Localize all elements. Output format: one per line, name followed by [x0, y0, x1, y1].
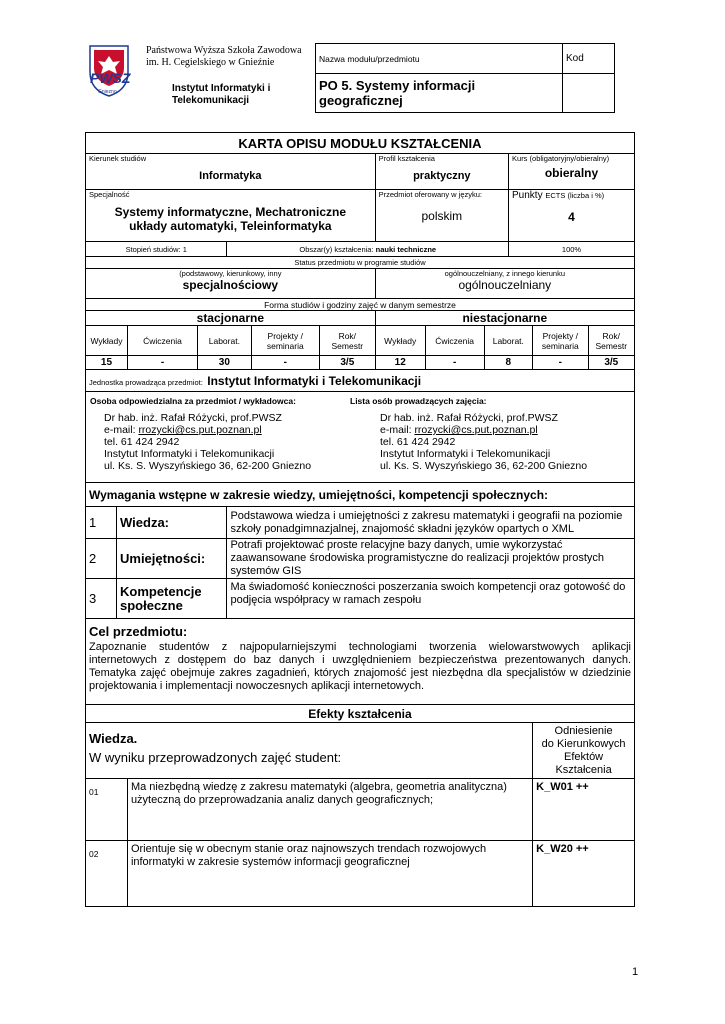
requirement-text: Podstawowa wiedza i umiejętności z zakresu matematyki i geografii na poziomie szkoły ponadgimnazjalnej, znajomość składni języków opartych o XML	[227, 507, 635, 539]
person-email-link[interactable]: rrozycki@cs.put.poznan.pl	[138, 424, 262, 436]
status-left-cell	[86, 269, 376, 299]
teacher-person	[364, 412, 587, 472]
col-value: -	[251, 356, 319, 370]
responsible-label: Osoba odpowiedzialna za przedmiot / wykładowca:	[90, 396, 296, 406]
requirement-name: Umiejętności:	[117, 539, 227, 579]
percent-cell: 100%	[509, 242, 635, 257]
status-label: Status przedmiotu w programie studiów	[86, 257, 635, 269]
goal-cell	[86, 619, 635, 705]
requirement-text: Ma świadomość konieczności poszerzania swoich kompetencji oraz gotowość do podjęcia współpracy w ramach zespołu	[227, 579, 635, 619]
module-name-line1: PO 5. Systemy informacji	[319, 78, 476, 93]
specialty-cell	[86, 190, 376, 242]
col-value: 12	[375, 356, 425, 370]
field-value: Informatyka	[199, 170, 262, 182]
logo-text: PWSZ	[90, 70, 131, 86]
col-value: 15	[86, 356, 128, 370]
persons-cell	[86, 392, 635, 483]
school-name-line1: Państwowa Wyższa Szkoła Zawodowa	[146, 45, 302, 56]
unit-cell	[86, 370, 635, 392]
field-label: Kierunek studiów	[89, 154, 147, 163]
module-card	[85, 132, 635, 907]
full-time-header: stacjonarne	[86, 311, 376, 326]
code-label: Kod	[563, 44, 615, 74]
requirement-name: Wiedza:	[117, 507, 227, 539]
person-address: ul. Ks. S. Wyszyńskiego 36, 62-200 Gniezno	[380, 460, 588, 472]
person-tel: tel. 61 424 2942	[380, 436, 456, 448]
email-prefix: e-mail:	[380, 424, 415, 436]
col-header: Wykłady	[375, 326, 425, 356]
level-cell: Stopień studiów: 1	[86, 242, 227, 257]
person-name: Dr hab. inż. Rafał Różycki, prof.PWSZ	[380, 412, 558, 424]
institute-name-line1: Instytut Informatyki i	[172, 83, 271, 94]
status-right-cell	[375, 269, 634, 299]
reference-line2: do Kierunkowych	[541, 737, 626, 750]
email-prefix: e-mail:	[104, 424, 139, 436]
col-header: Rok/ Semestr	[319, 326, 375, 356]
part-time-header: niestacjonarne	[375, 311, 634, 326]
language-value: polskim	[421, 209, 463, 223]
col-header: Projekty / seminaria	[533, 326, 588, 356]
col-value: 8	[484, 356, 533, 370]
course-type-cell	[509, 154, 635, 190]
requirement-num: 3	[86, 579, 117, 619]
col-value: -	[533, 356, 588, 370]
effect-ref: K_W01 ++	[533, 779, 635, 841]
requirements-title: Wymagania wstępne w zakresie wiedzy, umiejętności, kompetencji społecznych:	[86, 483, 635, 507]
status-left-value: specjalnościowy	[182, 278, 278, 292]
reference-line3: Efektów Kształcenia	[555, 750, 612, 776]
goal-title: Cel przedmiotu:	[89, 624, 188, 639]
col-header: Ćwiczenia	[425, 326, 484, 356]
person-email-line	[104, 424, 364, 436]
status-left-label: (podstawowy, kierunkowy, inny	[179, 269, 282, 278]
person-name: Dr hab. inż. Rafał Różycki, prof.PWSZ	[104, 412, 282, 424]
school-name	[146, 45, 302, 69]
institute-name-line2: Telekomunikacji	[172, 95, 250, 106]
field-of-study-cell	[86, 154, 376, 190]
col-value: -	[127, 356, 197, 370]
profile-cell	[375, 154, 508, 190]
requirement-num: 2	[86, 539, 117, 579]
module-name-line2: geograficznej	[319, 93, 403, 108]
card-title: KARTA OPISU MODUŁU KSZTAŁCENIA	[86, 133, 635, 154]
language-label: Przedmiot oferowany w języku:	[378, 190, 483, 199]
area-value: nauki techniczne	[375, 244, 437, 254]
status-right-value: ogólnouczelniany	[458, 278, 552, 292]
language-cell	[375, 190, 508, 242]
requirement-num: 1	[86, 507, 117, 539]
col-value: -	[425, 356, 484, 370]
specialty-value-line2: układy automatyki, Teleinformatyka	[129, 219, 332, 233]
effect-text: Orientuje się w obecnym stanie oraz najnowszych trendach rozwojowych informatyki w zakresie systemów informacji geograficznej	[127, 841, 532, 907]
knowledge-sub: W wyniku przeprowadzonych zajęć student:	[89, 750, 342, 765]
col-value: 3/5	[588, 356, 634, 370]
requirement-name-line1: Kompetencje	[120, 583, 202, 599]
effect-num: 01	[86, 779, 128, 841]
requirement-name	[117, 579, 227, 619]
institute-name	[172, 83, 270, 107]
module-name-label: Nazwa modułu/przedmiotu	[316, 44, 563, 74]
col-value: 3/5	[319, 356, 375, 370]
person-tel: tel. 61 424 2942	[104, 436, 180, 448]
school-name-line2: im. H. Cegielskiego w Gnieźnie	[146, 57, 275, 68]
profile-value: praktyczny	[413, 170, 471, 182]
area-cell	[227, 242, 509, 257]
col-header: Laborat.	[198, 326, 251, 356]
person-institute: Instytut Informatyki i Telekomunikacji	[380, 448, 551, 460]
col-value: 30	[198, 356, 251, 370]
teachers-label: Lista osób prowadzących zajęcia:	[350, 396, 487, 406]
module-header-table	[315, 43, 615, 113]
logo-subtext: Gniezno	[98, 89, 117, 95]
ects-cell	[509, 190, 635, 242]
code-value	[563, 74, 615, 113]
requirement-text: Potrafi projektować proste relacyjne bazy danych, umie wykorzystać zaawansowane środowiska programistyczne do realizacji projektów prostych systemów GIS	[227, 539, 635, 579]
effect-num: 02	[86, 841, 128, 907]
school-logo	[86, 42, 132, 98]
requirement-name-line2: społeczne	[120, 597, 183, 613]
specialty-value-line1: Systemy informatyczne, Mechatroniczne	[114, 205, 347, 219]
effects-title: Efekty kształcenia	[86, 705, 635, 723]
area-label: Obszar(y) kształcenia:	[299, 244, 374, 254]
ects-label-main: Punkty	[512, 190, 543, 201]
status-right-label: ogólnouczelniany, z innego kierunku	[444, 269, 565, 278]
unit-value: Instytut Informatyki i Telekomunikacji	[207, 373, 422, 388]
specialty-value	[89, 205, 372, 233]
ects-label	[512, 190, 631, 201]
forms-label: Forma studiów i godziny zajęć w danym semestrze	[86, 299, 635, 311]
module-name	[316, 74, 563, 113]
person-email-line	[380, 424, 587, 436]
ects-label-small: ECTS (liczba i %)	[545, 191, 605, 200]
reference-header	[533, 723, 635, 779]
reference-line1: Odniesienie	[554, 724, 613, 737]
col-header: Laborat.	[484, 326, 533, 356]
person-institute: Instytut Informatyki i Telekomunikacji	[104, 448, 275, 460]
knowledge-title: Wiedza.	[89, 731, 138, 746]
course-type-value: obieralny	[544, 166, 599, 180]
page-number: 1	[632, 966, 639, 978]
specialty-label: Specjalność	[89, 190, 130, 199]
person-address: ul. Ks. S. Wyszyńskiego 36, 62-200 Gniezno	[104, 460, 312, 472]
effect-text: Ma niezbędną wiedzę z zakresu matematyki (algebra, geometria analityczna) użyteczną do przeprowadzania analiz danych geograficznych;	[127, 779, 532, 841]
course-type-label: Kurs (obligatoryjny/obieralny)	[512, 154, 610, 163]
profile-label: Profil kształcenia	[378, 154, 435, 163]
col-header: Ćwiczenia	[127, 326, 197, 356]
goal-text: Zapoznanie studentów z najpopularniejszymi technologiami tworzenia wielowarstwowych aplikacji internetowych z dostępem do baz danych i uwzględnieniem bezpieczeństwa prezentowanych danych. Tematyka zajęć obejmuje zakres zagadnień, których znajomość jest niezbędna dla specjalistów w dziedzinie projektowania i implementacji nowoczesnych aplikacji internetowych.	[89, 641, 631, 692]
knowledge-header	[86, 723, 533, 779]
ects-value: 4	[568, 210, 575, 224]
col-header: Rok/ Semestr	[588, 326, 634, 356]
effect-ref: K_W20 ++	[533, 841, 635, 907]
col-header: Wykłady	[86, 326, 128, 356]
person-email-link[interactable]: rrozycki@cs.put.poznan.pl	[414, 424, 538, 436]
responsible-person	[90, 412, 364, 472]
col-header: Projekty / seminaria	[251, 326, 319, 356]
unit-label: Jednostka prowadząca przedmiot:	[89, 377, 203, 387]
